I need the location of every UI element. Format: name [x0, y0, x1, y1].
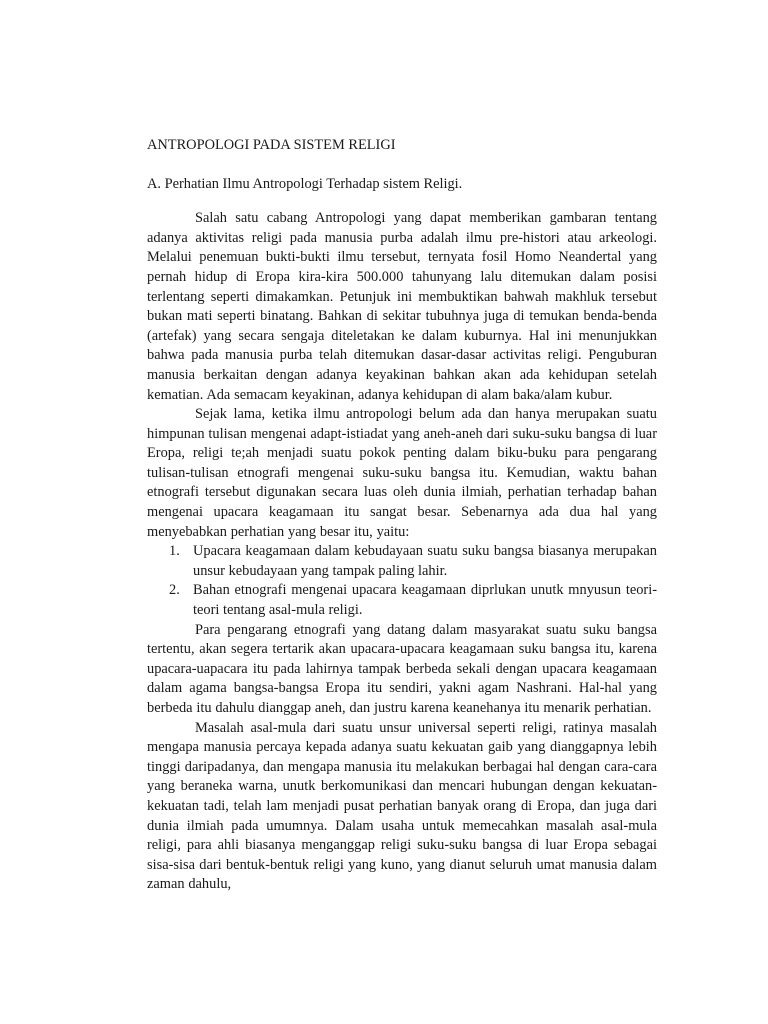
list-item-number: 1.	[169, 543, 180, 560]
document-title: ANTROPOLOGI PADA SISTEM RELIGI	[147, 137, 396, 153]
paragraph: Sejak lama, ketika ilmu antropologi belum ada dan hanya merupakan suatu himpunan tulisan mengenai adapt-istiadat yang aneh-aneh dari suku-suku bangsa di luar Eropa, religi te;ah menjadi suatu pokok penting dalam biku-buku para pengarang tulisan-tulisan etnografi mengenai suku-suku bangsa itu. Kemudian, waktu bahan etnografi tersebut digunakan secara luas oleh dunia ilmiah, perhatian terhadap bahan mengenai upacara keagamaan itu sangat besar. Sebenarnya ada dua hal yang menyebabkan perhatian yang besar itu, yaitu:	[147, 406, 657, 540]
list-item	[147, 542, 657, 581]
list-item-number: 2.	[169, 582, 180, 599]
numbered-list	[147, 542, 657, 620]
paragraph: Salah satu cabang Antropologi yang dapat memberikan gambaran tentang adanya aktivitas religi pada manusia purba adalah ilmu pre-histori atau arkeologi. Melalui penemuan bukti-bukti ilmu tersebut, ternyata fosil Homo Neandertal yang pernah hidup di Eropa kira-kira 500.000 tahunyang lalu ditemukan dalam posisi terlentang seperti dimakamkan. Petunjuk ini membuktikan bahwah makhluk tersebut bukan mati seperti binatang. Bahkan di sekitar tubuhnya juga di temukan benda-benda (artefak) yang secara sengaja diteletakan ke dalam kuburnya. Hal ini menunjukkan bahwa pada manusia purba telah ditemukan dasar-dasar activitas religi. Penguburan manusia berkaitan dengan adanya keyakinan bahkan akan ada kehidupan setelah kematian. Ada semacam keyakinan, adanya kehidupan di alam baka/alam kubur.	[147, 210, 657, 403]
list-item-text: Upacara keagamaan dalam kebudayaan suatu suku bangsa biasanya merupakan unsur kebudayaan yang tampak paling lahir.	[193, 543, 657, 579]
document-page	[147, 136, 657, 895]
paragraph: Masalah asal-mula dari suatu unsur universal seperti religi, ratinya masalah mengapa manusia percaya kepada adanya suatu kekuatan gaib yang dianggapnya lebih tinggi daripadanya, dan mengapa manusia itu melakukan berbagai hal dengan cara-cara yang beraneka warna, unutk berkomunikasi dan mencari hubungan dengan kekuatan-kekuatan tadi, telah lam menjadi pusat perhatian banyak orang di Eropa, dan juga dari dunia ilmiah pada umumnya. Dalam usaha untuk memecahkan masalah asal-mula religi, para ahli biasanya menganggap religi suku-suku bangsa di luar Eropa sebagai sisa-sisa dari bentuk-bentuk religi yang kuno, yang dianut seluruh umat manusia dalam zaman dahulu,	[147, 719, 657, 893]
list-item-text: Bahan etnografi mengenai upacara keagamaan diprlukan unutk mnyusun teori-teori tentang asal-mula religi.	[193, 582, 657, 619]
paragraph: Para pengarang etnografi yang datang dalam masyarakat suatu suku bangsa tertentu, akan segera tertarik akan upacara-upacara keagamaan suku bangsa itu, karena upacara-uapacara itu pada lahirnya tampak berbeda sekali dengan upacara keagamaan dalam agama bangsa-bangsa Eropa itu sendiri, yakni agam Nashrani. Hal-hal yang berbeda itu dahulu dianggap aneh, dan justru karena keanehanya itu menarik perhatian.	[147, 621, 657, 717]
list-item	[147, 581, 657, 620]
section-heading: A. Perhatian Ilmu Antropologi Terhadap sistem Religi.	[147, 176, 463, 193]
